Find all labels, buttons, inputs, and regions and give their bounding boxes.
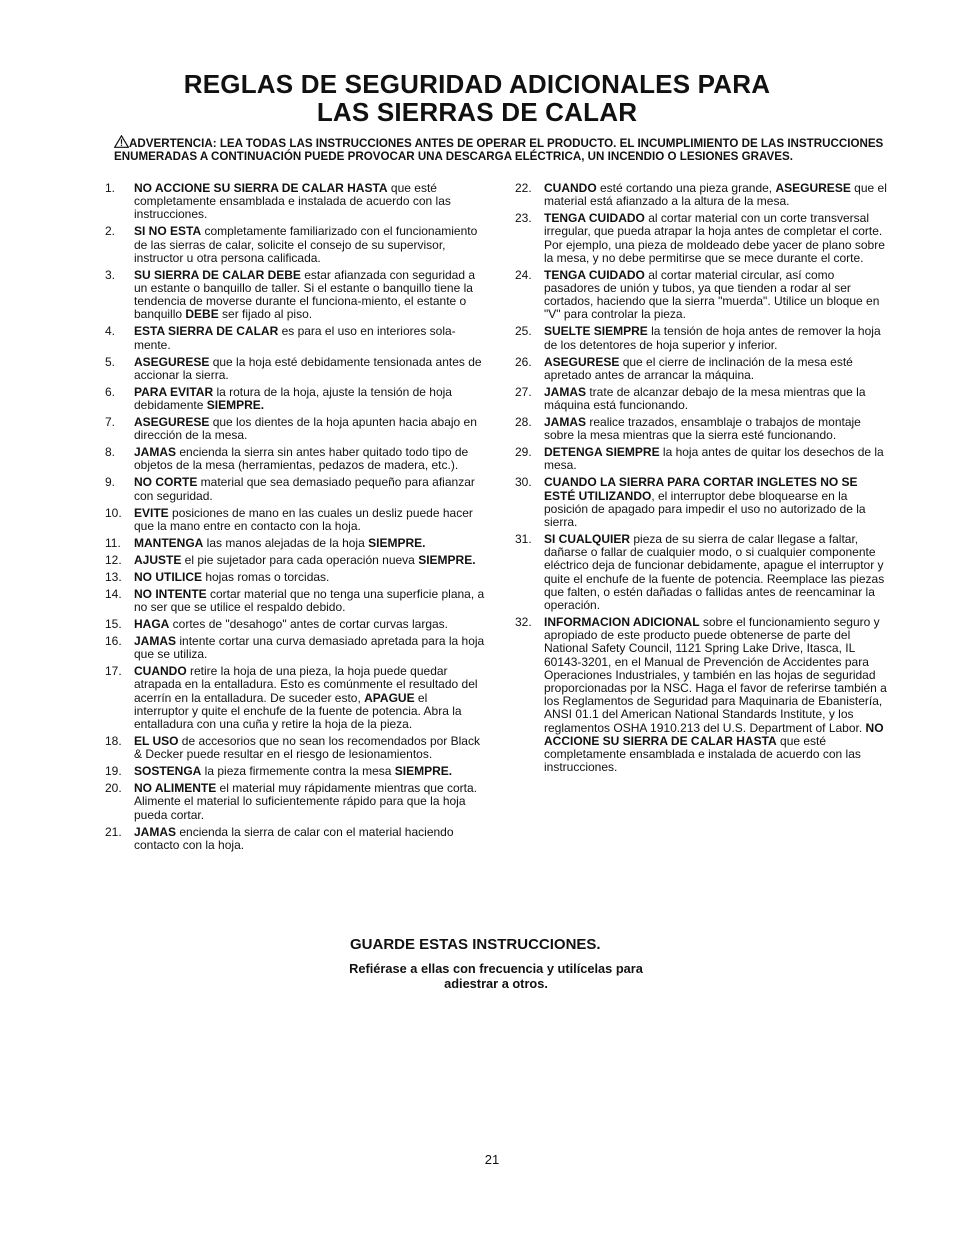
rule-number: 31. [515,532,532,547]
rule-number: 19. [105,764,122,779]
rule-number: 23. [515,211,532,226]
rule-emphasis: JAMAS [134,634,177,649]
rule-text [134,665,485,731]
safety-rule-item [515,212,890,265]
safety-rule-item [105,446,485,472]
rule-emphasis: NO ACCIONE SU SIERRA DE CALAR HASTA [544,720,884,748]
rule-number: 26. [515,354,532,369]
rule-number: 9. [105,475,116,490]
safety-rule-item [105,182,485,222]
rule-emphasis: ASEGURESE [134,354,210,369]
rule-number: 27. [515,384,532,399]
rule-text [134,782,485,822]
rule-emphasis: TENGA CUIDADO [544,211,645,226]
rule-body: que los dientes de la hoja apunten hacia abajo en dirección de la mesa. [134,415,477,443]
rule-number: 13. [105,569,122,584]
rule-emphasis: ASEGURESE [134,415,210,430]
rule-body: esté cortando una pieza grande, [596,181,776,195]
rule-text [134,588,485,614]
rule-emphasis: SUELTE SIEMPRE [544,324,648,339]
rule-text [134,386,485,412]
rule-body: que el cierre de inclinación de la mesa esté apretado antes de arrancar la máquina. [544,354,853,382]
rule-body: sobre el funcionamiento seguro y apropiado de este producto puede obtenerse de parte del National Safety Council, 1121 Spring Lake Drive, Itasca, IL 60143-3201, en el Manual de Prevención de Accidentes para Operaciones Industriales, y también en las hojas de seguridad proporcionadas por la NSC. Haga el favor de referirse también a los Reglamentos de Seguridad para Maquinaria de Ebanistería, ANSI 01.1 del American National Standards Institute, y los reglamentos OSHA 1910.213 del U.S. Department of Labor. [544,615,887,735]
rule-number: 22. [515,181,532,195]
safety-rule-item [515,446,890,472]
rule-emphasis: ESTA SIERRA DE CALAR [134,324,279,339]
rule-emphasis: NO INTENTE [134,586,207,601]
rule-number: 2. [105,224,116,239]
rule-emphasis: NO UTILICE [134,569,202,584]
rule-text [134,635,485,661]
save-instructions-heading: GUARDE ESTAS INSTRUCCIONES. [350,936,601,953]
rule-emphasis: JAMAS [134,824,177,839]
rule-text [134,735,485,761]
rule-number: 16. [105,634,122,649]
rule-emphasis: SU SIERRA DE CALAR DEBE [134,267,301,282]
safety-rule-item [105,507,485,533]
rule-body: de accesorios que no sean los recomendados por Black & Decker puede resultar en el riesgo de lesionamientos. [134,734,480,762]
rule-text [544,476,890,529]
safety-rule-item [105,386,485,412]
rule-emphasis: SIEMPRE. [394,764,453,779]
safety-rule-item [105,225,485,265]
rule-text [134,765,485,778]
rule-number: 17. [105,664,122,679]
rule-text [134,826,485,852]
rule-emphasis: NO ACCIONE SU SIERRA DE CALAR HASTA [134,181,388,195]
rule-body: cortar material que no tenga una superficie plana, a no ser que se utilice el respaldo debido. [134,586,485,615]
rule-body: que esté completamente ensamblada e instalada de acuerdo con las instrucciones. [134,181,451,222]
rule-emphasis: SIEMPRE. [368,535,426,550]
rule-emphasis: JAMAS [544,415,587,430]
rule-emphasis: HAGA [134,617,170,632]
safety-rule-item [105,618,485,631]
rule-emphasis: CUANDO [544,181,597,195]
safety-rule-item [515,386,890,412]
rule-body: realice trazados, ensamblaje o trabajos de montaje sobre la mesa mientras que la sierra esté funcionando. [544,415,861,443]
rule-body: las manos alejadas de la hoja [203,535,369,550]
rule-emphasis: EL USO [134,734,179,749]
rule-body: hojas romas o torcidas. [202,569,330,584]
rule-body: la pieza firmemente contra la mesa [201,764,395,779]
safety-rule-item [105,735,485,761]
rule-body: cortes de "desahogo" antes de cortar curvas largas. [169,617,449,632]
rule-text [134,416,485,442]
rule-body: material que sea demasiado pequeño para afianzar con seguridad. [134,475,475,503]
rule-emphasis: NO ALIMENTE [134,781,217,796]
rule-body: al cortar material circular, así como pasadores de unión y tubos, ya que tienden a rodar al ser cortados, haciendo que la sierra "muerda". Utilice un bloque en "V" para controlar la pieza. [544,267,880,322]
rule-number: 29. [515,445,532,460]
rule-number: 3. [105,267,116,282]
rule-emphasis: TENGA CUIDADO [544,267,645,282]
rule-body: el pie sujetador para cada operación nueva [181,552,419,567]
rule-number: 8. [105,445,116,460]
rule-text [134,476,485,502]
safety-rule-item [515,182,890,208]
rule-body: encienda la sierra sin antes haber quitado todo tipo de objetos de la mesa (herramientas, pedazos de madera, etc.). [134,445,469,473]
rule-emphasis: MANTENGA [134,535,204,550]
rule-body: que la hoja esté debidamente tensionada antes de accionar la sierra. [134,354,482,382]
rule-number: 11. [105,535,121,550]
rule-emphasis: CUANDO LA SIERRA PARA CORTAR INGLETES NO SE ESTÉ UTILIZANDO [544,475,858,503]
rule-text [134,537,485,550]
rule-emphasis: APAGUE [364,690,415,705]
safety-rule-item [105,476,485,502]
rule-emphasis: JAMAS [544,384,587,399]
refer-note-line-2: adiestrar a otros. [444,975,548,991]
rule-emphasis: SOSTENGA [134,764,202,779]
right-column [515,182,890,778]
rule-emphasis: SIEMPRE. [206,398,265,413]
rule-text [544,356,890,382]
safety-rule-item [515,325,890,351]
page-number: 21 [484,1152,500,1167]
rule-number: 15. [105,617,122,632]
safety-rule-item [105,588,485,614]
rule-number: 10. [105,505,122,520]
rule-emphasis: EVITE [134,505,169,520]
rule-emphasis: SI CUALQUIER [544,532,631,547]
rule-body: , el interruptor debe bloquearse en la posición de apagado para impedir el uso no autorizado de la sierra. [544,488,866,530]
rule-body: que el material está afianzado a la altura de la mesa. [544,181,887,209]
rule-text [544,325,890,351]
rule-number: 4. [105,324,116,339]
rule-text [134,325,485,351]
rule-emphasis: ASEGURESE [544,354,620,369]
rule-body: estar afianzada con seguridad a un estante o banquillo de taller. Si el estante o banquillo tiene la tendencia de moverse durante el funciona-miento, el estante o banquillo [134,267,476,322]
rule-text [134,356,485,382]
rule-number: 25. [515,324,532,339]
warning-triangle-icon [114,137,129,150]
rule-body: el material muy rápidamente mientras que corta. Alimente el material lo suficientemente rápido para que la hoja pueda cortar. [134,781,478,822]
rule-text [544,416,890,442]
rule-body: la hoja antes de quitar los desechos de la mesa. [544,445,884,473]
safety-rule-item [105,325,485,351]
rule-emphasis: ASEGURESE [775,181,851,195]
safety-rule-item [105,571,485,584]
warning-text: ADVERTENCIA: LEA TODAS LAS INSTRUCCIONES ANTES DE OPERAR EL PRODUCTO. EL INCUMPLIMIENTO DE LAS INSTRUCCIONES ENUMERADAS A CONTINUACIÓN PUEDE PROVOCAR UNA DESCARGA ELÉCTRICA, UN INCENDIO O LESIONES GRAVES. [114,137,884,164]
rule-body: que esté completamente ensamblada e instalada de acuerdo con las instrucciones. [544,733,861,775]
rule-text [544,386,890,412]
safety-rule-item [105,635,485,661]
rule-text [134,507,485,533]
rule-emphasis: AJUSTE [134,552,182,567]
safety-rule-item [515,416,890,442]
rule-emphasis: NO CORTE [134,475,198,490]
rule-emphasis: INFORMACION ADICIONAL [544,615,700,630]
rule-text [134,182,485,222]
rule-text [544,212,890,265]
safety-rule-item [105,356,485,382]
rule-body: completamente familiarizado con el funcionamiento de las sierras de calar, solicite el consejo de su supervisor, instructor u otra persona calificada. [134,224,478,265]
rule-text [134,446,485,472]
page-title [0,70,954,126]
safety-rule-item [515,269,890,322]
safety-rule-item [515,616,890,774]
rule-number: 24. [515,267,532,282]
rule-emphasis: CUANDO [134,664,187,679]
rule-body: encienda la sierra de calar con el material haciendo contacto con la hoja. [134,824,454,852]
rule-number: 18. [105,734,122,749]
rule-text [134,269,485,322]
rule-text [544,616,890,774]
rule-text [544,269,890,322]
refer-note-line-1: Refiérase a ellas con frecuencia y utilícelas para [349,961,643,976]
rule-body: la tensión de hoja antes de remover la hoja de los detentores de hoja superior y inferior. [544,324,881,352]
safety-rule-item [515,533,890,612]
rule-body: la rotura de la hoja, ajuste la tensión de hoja debidamente [134,384,452,413]
rule-body: al cortar material con un corte transversal irregular, que pueda atrapar la hoja antes de completar el corte. Por ejemplo, una pieza de moldeado debe yacer de plano sobre la mesa, y no debe permitirse que se mece durante el corte. [544,211,885,265]
rule-number: 28. [515,415,532,430]
left-column [105,182,485,856]
rule-number: 21. [105,824,122,839]
rule-body: posiciones de mano en las cuales un desliz puede hacer que la mano entre en contacto con la hoja. [134,505,473,533]
rule-body: retire la hoja de una pieza, la hoja puede quedar atrapada en la entalladura. Esto es comúnmente el resultado del acerrín en la entalladura. De suceder esto, [134,664,478,705]
rule-body: trate de alcanzar debajo de la mesa mientras que la máquina está funcionando. [544,384,866,413]
rule-body: intente cortar una curva demasiado apretada para la hoja que se utiliza. [134,634,485,662]
title-line-1: REGLAS DE SEGURIDAD ADICIONALES PARA [183,69,771,99]
rule-body: ser fijado al piso. [218,307,313,322]
safety-rule-item [105,537,485,550]
rule-text [544,533,890,612]
rule-emphasis: DETENGA SIEMPRE [544,445,660,460]
rule-number: 14. [105,586,122,601]
rule-body: el interruptor y quite el enchufe de la fuente de potencia. Abra la entalladura con una cuña y retire la hoja de la pieza. [134,690,462,732]
safety-rule-item [515,476,890,529]
rule-number: 5. [105,354,116,369]
rule-emphasis: SIEMPRE. [418,552,476,567]
rule-number: 30. [515,475,532,490]
rule-text [134,225,485,265]
refer-note [0,962,954,991]
rule-number: 7. [105,415,116,430]
safety-rule-item [105,554,485,567]
rule-number: 1. [105,181,116,195]
safety-rule-item [105,782,485,822]
rule-body: pieza de su sierra de calar llegase a faltar, dañarse o fallar de cualquier modo, o si cualquier componente eléctrico deja de funcionar debidamente, apague el interruptor y quite el enchufe de la fuente de potencia. Reemplace las piezas que falten, o estén dañadas o fallidas antes de reencaminar la operación. [544,532,885,613]
rule-emphasis: PARA EVITAR [134,384,214,399]
rule-number: 20. [105,781,122,796]
rule-text [134,618,485,631]
warning-block [114,135,894,163]
safety-rule-item [105,826,485,852]
rule-text [544,446,890,472]
rule-body: es para el uso en interiores sola-mente. [134,324,456,352]
safety-rule-item [105,665,485,731]
rule-number: 6. [105,384,116,399]
title-line-2: LAS SIERRAS DE CALAR [316,97,638,127]
rule-number: 32. [515,615,532,630]
rule-emphasis: SI NO ESTA [134,224,202,239]
safety-rule-item [105,269,485,322]
safety-rule-item [105,765,485,778]
rule-text [134,571,485,584]
rule-text [134,554,485,567]
rule-emphasis: DEBE [185,307,219,322]
rule-number: 12. [105,552,122,567]
rule-emphasis: JAMAS [134,445,177,460]
safety-rule-item [105,416,485,442]
safety-rule-item [515,356,890,382]
rule-text [544,182,890,208]
